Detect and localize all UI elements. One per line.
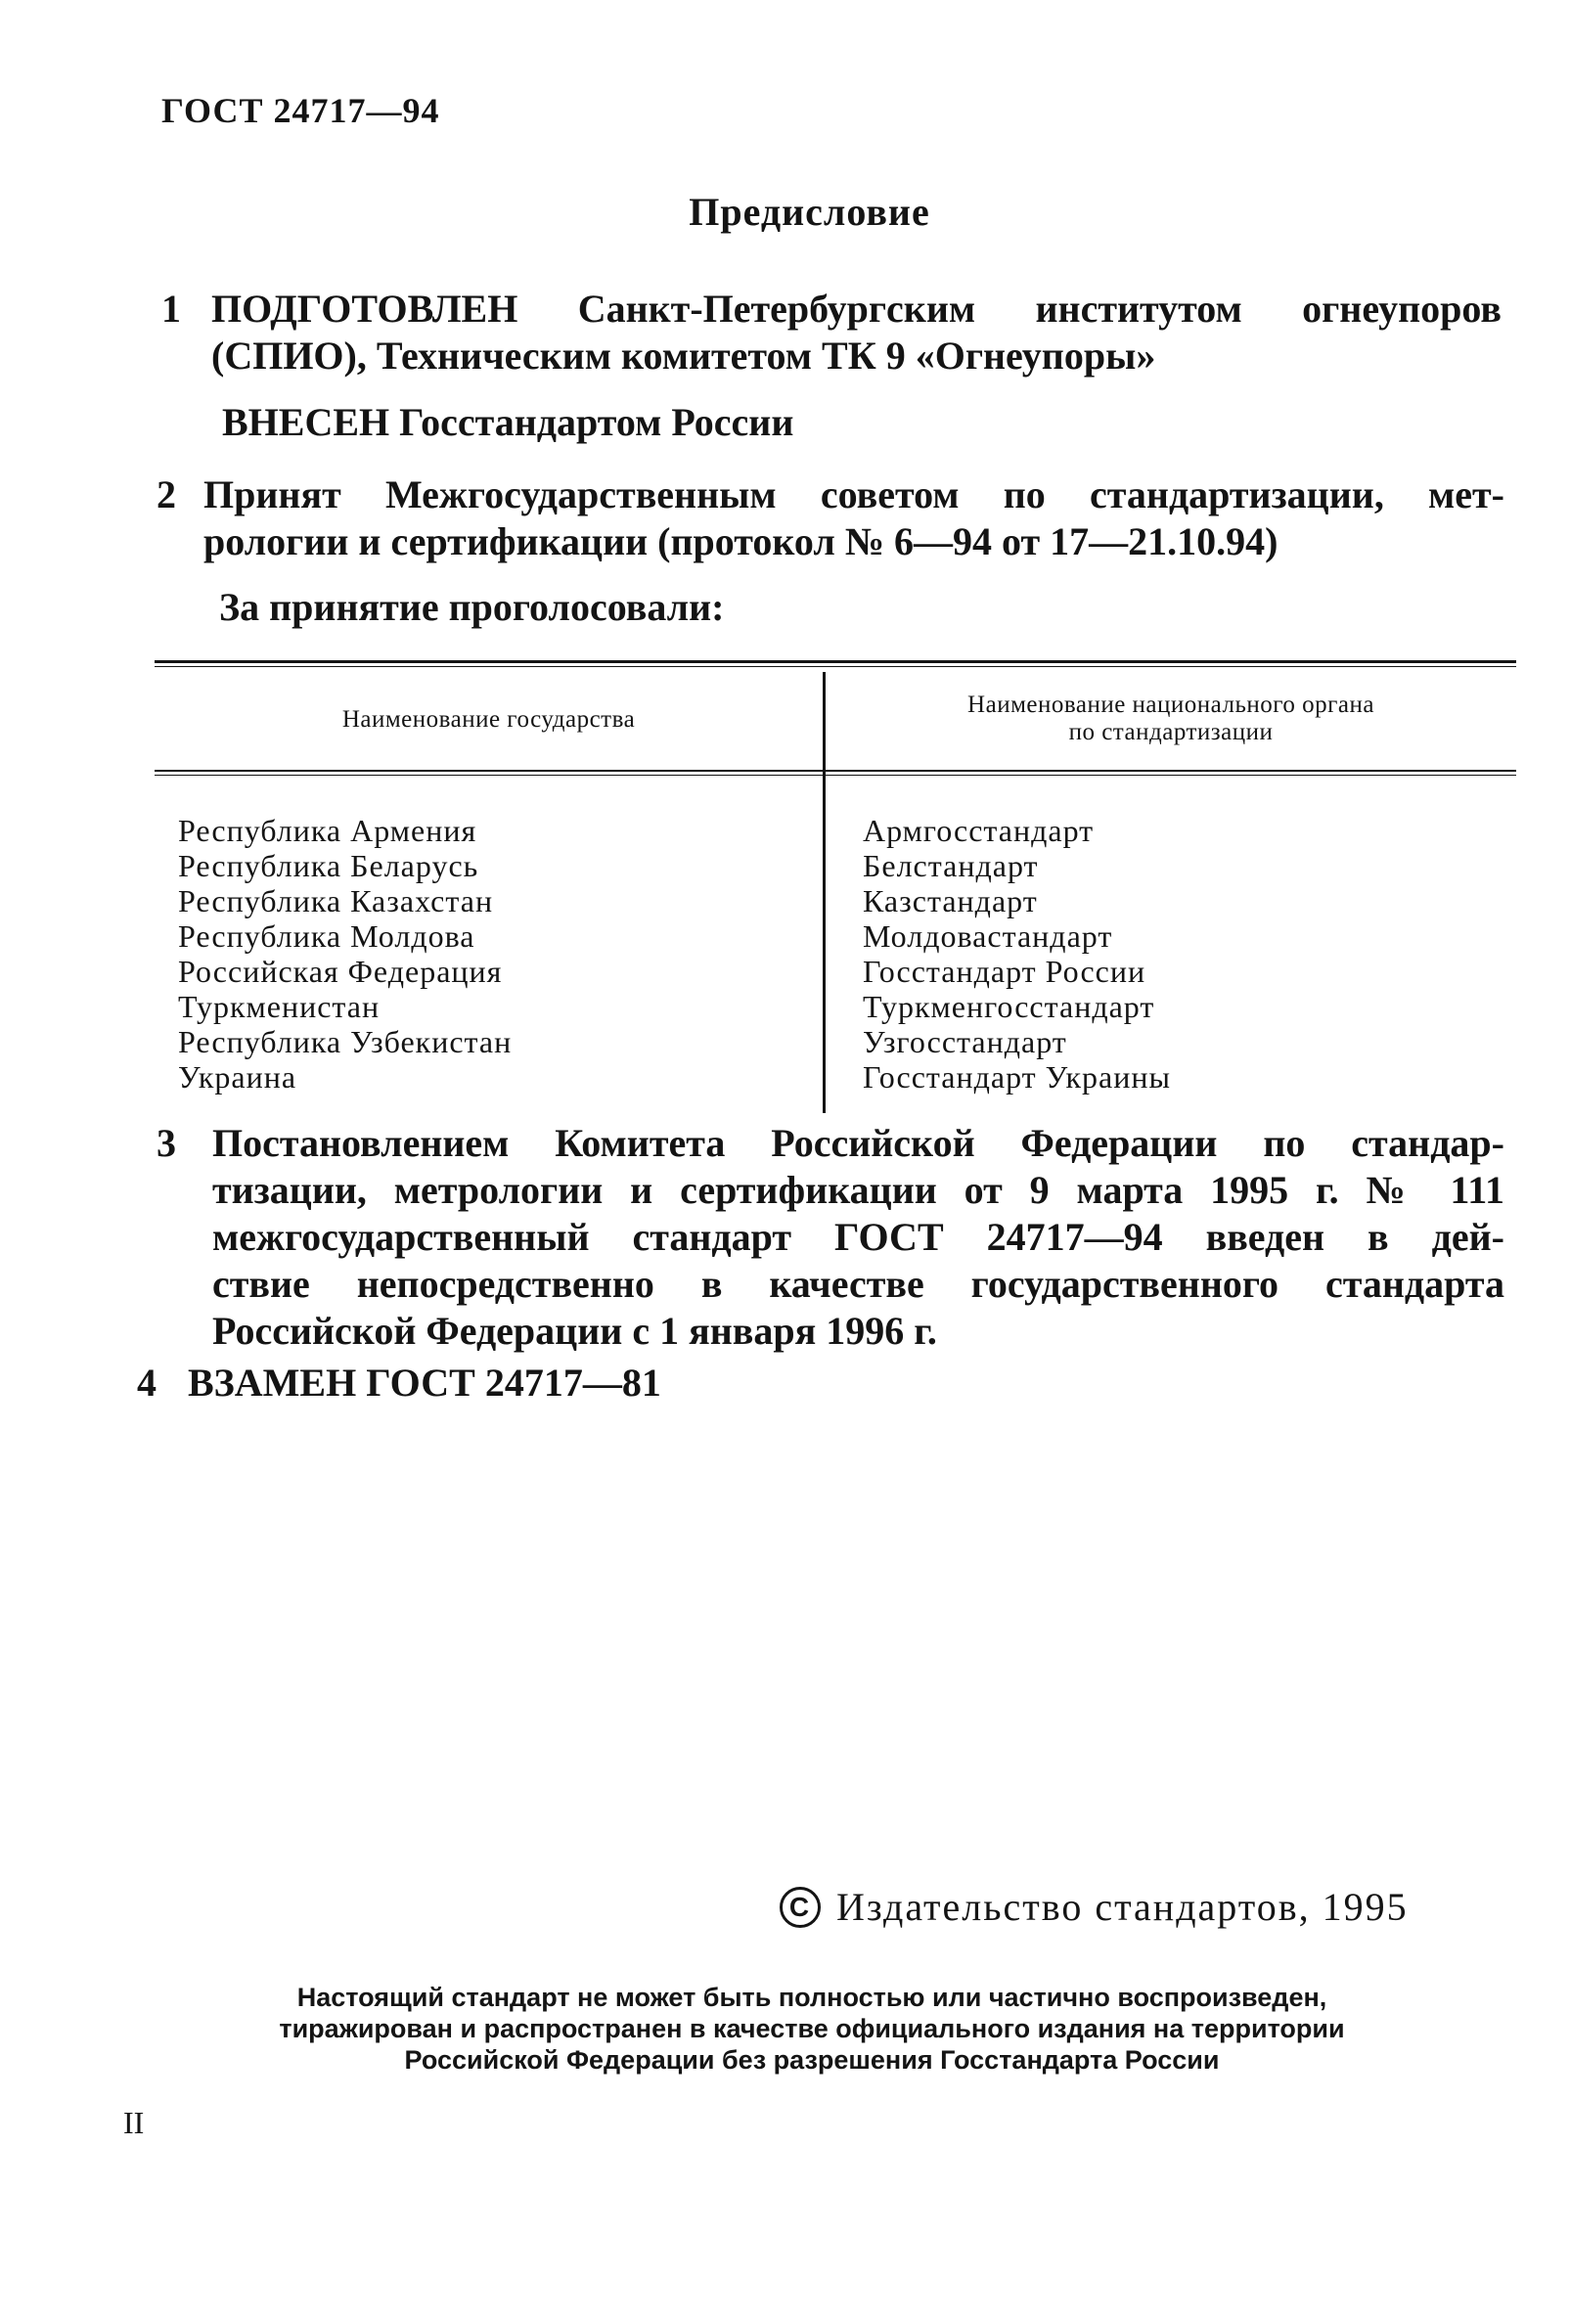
header-national-body-line: Наименование национального органа: [967, 692, 1374, 718]
item-3-line: Постановлением Комитета Российской Федерации по стандар-: [212, 1121, 1504, 1165]
notice-line: Настоящий стандарт не может быть полностью или частично воспроизведен,: [296, 1983, 1327, 2012]
copyright: [780, 1884, 1409, 1930]
item-2-line: Принят Межгосударственным советом по стандартизации, мет-: [203, 472, 1504, 516]
national-body-name: Узгосстандарт: [863, 1024, 1067, 1059]
header-national-body: [826, 692, 1516, 746]
header-national-body-line: по стандартизации: [1068, 719, 1274, 745]
item-3-number: 3: [157, 1121, 176, 1165]
item-3-line: межгосударственный стандарт ГОСТ 24717—94 введен в дей-: [212, 1215, 1504, 1259]
item-2-line: рологии и сертификации (протокол № 6—94 от 17—21.10.94): [203, 519, 1278, 563]
state-name: Республика Молдова: [178, 918, 475, 954]
state-name: Туркменистан: [178, 989, 381, 1024]
item-1-line: (СПИО), Техническим комитетом ТК 9 «Огнеупоры»: [211, 334, 1156, 378]
state-name: Республика Беларусь: [178, 848, 479, 883]
item-1-number: 1: [161, 287, 181, 331]
item-4-body: ВЗАМЕН ГОСТ 24717—81: [188, 1361, 661, 1405]
table-header-rule: [155, 770, 1516, 772]
bodies-list: [863, 813, 1171, 1095]
item-3-line: Российской Федерации с 1 января 1996 г.: [212, 1309, 937, 1353]
national-body-name: Госстандарт России: [863, 954, 1146, 989]
national-body-name: Молдовастандарт: [863, 918, 1113, 954]
states-list: [178, 813, 512, 1095]
document-code: ГОСТ 24717—94: [161, 91, 440, 130]
state-name: Республика Узбекистан: [178, 1024, 513, 1059]
national-body-name: Казстандарт: [863, 883, 1038, 918]
item-2: [157, 471, 1504, 565]
table-top-rule: [155, 660, 1516, 663]
national-body-name: Белстандарт: [863, 848, 1039, 883]
copyright-icon: С: [780, 1887, 821, 1928]
item-3-line: тизации, метрологии и сертификации от 9 марта 1995 г. № 111: [212, 1168, 1504, 1212]
introduced-by: ВНЕСЕН Госстандартом России: [222, 400, 794, 444]
item-4: [137, 1360, 1409, 1407]
item-2-body: [203, 471, 1504, 565]
notice-line: тиражирован и распространен в качестве официального издания на территории: [279, 2014, 1345, 2043]
table-top-rule-thin: [155, 666, 1516, 667]
item-3-body: [212, 1120, 1504, 1355]
page-number: II: [123, 2105, 145, 2140]
item-1-body: [211, 286, 1502, 380]
state-name: Республика Казахстан: [178, 883, 494, 918]
item-3: [157, 1120, 1504, 1355]
state-name: Украина: [178, 1059, 297, 1095]
header-state-name: Наименование государства: [341, 706, 636, 733]
item-1: [161, 286, 1502, 380]
national-body-name: Армгосстандарт: [863, 813, 1095, 848]
voted-for-label: За принятие проголосовали:: [219, 585, 725, 629]
national-body-name: Туркменгосстандарт: [863, 989, 1155, 1024]
copyright-text: Издательство стандартов, 1995: [836, 1885, 1409, 1929]
table-header-rule-thin: [155, 775, 1516, 776]
reproduction-notice: [127, 1982, 1497, 2076]
item-1-line: ПОДГОТОВЛЕН Санкт-Петербургским институтом огнеупоров: [211, 287, 1502, 331]
item-3-line: ствие непосредственно в качестве государственного стандарта: [212, 1262, 1504, 1306]
state-name: Республика Армения: [178, 813, 477, 848]
notice-line: Российской Федерации без разрешения Госстандарта России: [404, 2045, 1220, 2075]
state-name: Российская Федерация: [178, 954, 503, 989]
item-2-number: 2: [157, 472, 176, 516]
item-4-number: 4: [137, 1361, 157, 1405]
preface-title: Предисловие: [689, 190, 930, 234]
voting-table: [155, 660, 1516, 1113]
national-body-name: Госстандарт Украины: [863, 1059, 1171, 1095]
